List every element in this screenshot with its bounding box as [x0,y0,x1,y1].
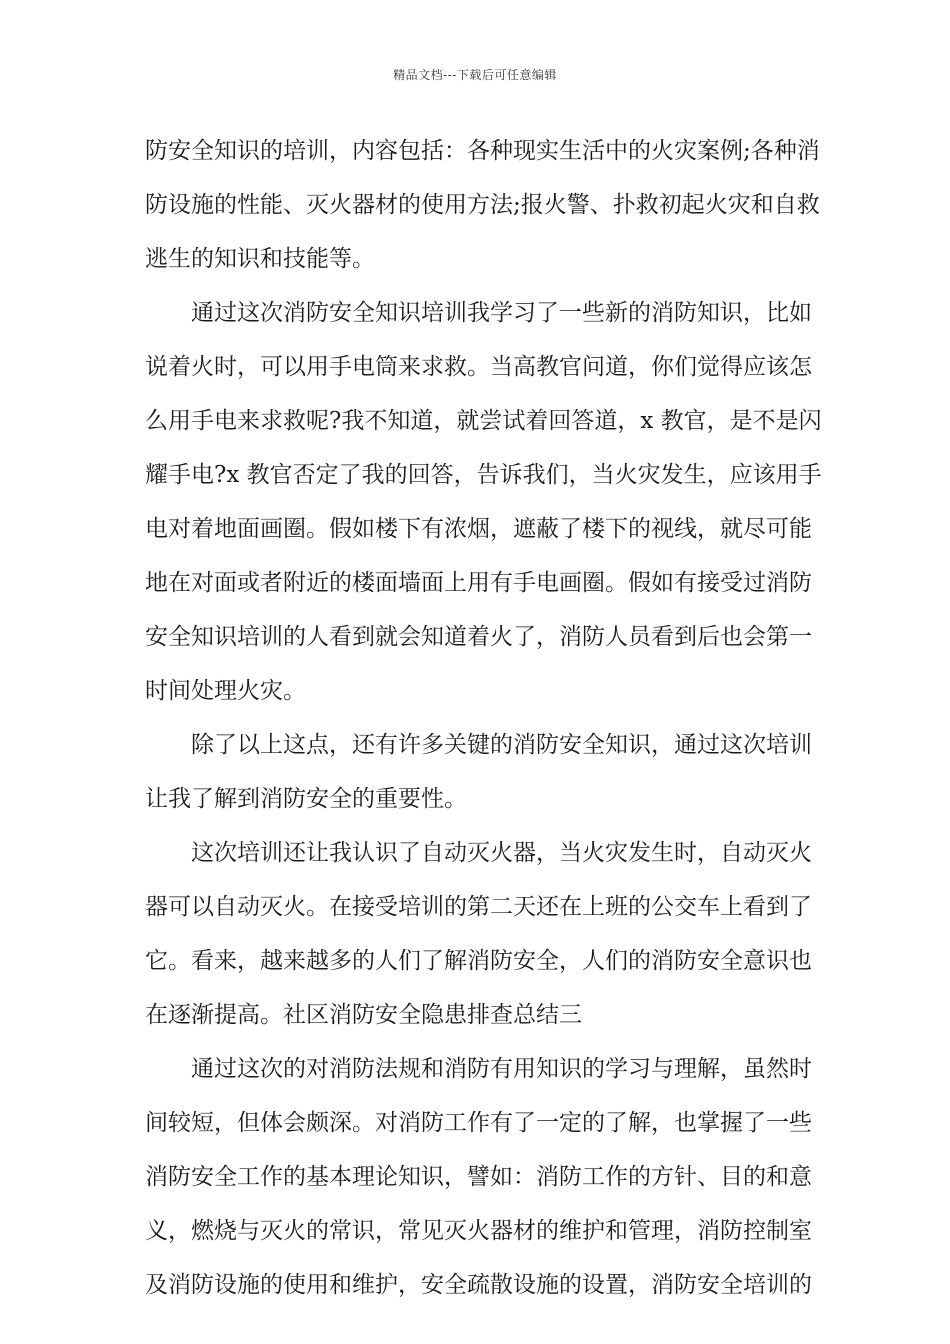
text-line: 及消防设施的使用和维护，安全疏散设施的设置，消防安全培训的 [145,1272,812,1298]
text-line: 间较短，但体会颇深。对消防工作有了一定的了解，也掌握了一些 [145,1110,812,1136]
paragraph-first-line: 这次培训还让我认识了自动灭火器，当火灾发生时，自动灭火 [191,840,812,866]
text-line: 电对着地面画圈。假如楼下有浓烟，遮蔽了楼下的视线，就尽可能 [145,516,812,542]
text-line: 义，燃烧与灭火的常识，常见灭火器材的维护和管理，消防控制室 [145,1218,812,1244]
paragraph-first-line: 通过这次消防安全知识培训我学习了一些新的消防知识，比如 [191,300,812,326]
text-line: 么用手电来求救呢?我不知道，就尝试着回答道，x 教官，是不是闪 [145,408,822,434]
page-header: 精品文档---下载后可任意编辑 [393,68,557,82]
document-body [145,124,822,1312]
paragraph-first-line: 除了以上这点，还有许多关键的消防安全知识，通过这次培训 [191,732,812,758]
text-line: 防安全知识的培训，内容包括：各种现实生活中的火灾案例;各种消 [145,138,820,164]
text-line: 说着火时，可以用手电筒来求救。当高教官问道，你们觉得应该怎 [145,354,812,380]
text-line: 防设施的性能、灭火器材的使用方法;报火警、扑救初起火灾和自救 [145,192,820,218]
text-line: 消防安全工作的基本理论知识，譬如：消防工作的方针、目的和意 [145,1164,812,1190]
text-line: 逃生的知识和技能等。 [145,246,375,272]
text-line: 它。看来，越来越多的人们了解消防安全，人们的消防安全意识也 [145,948,812,974]
text-line: 耀手电?x 教官否定了我的回答，告诉我们，当火灾发生，应该用手 [145,462,822,488]
text-line: 地在对面或者附近的楼面墙面上用有手电画圈。假如有接受过消防 [145,570,812,596]
text-line: 在逐渐提高。社区消防安全隐患排查总结三 [145,1002,582,1028]
text-line: 安全知识培训的人看到就会知道着火了，消防人员看到后也会第一 [145,624,812,650]
text-line: 时间处理火灾。 [145,678,306,704]
text-line: 让我了解到消防安全的重要性。 [145,786,467,812]
paragraph-first-line: 通过这次的对消防法规和消防有用知识的学习与理解，虽然时 [191,1056,812,1082]
text-line: 器可以自动灭火。在接受培训的第二天还在上班的公交车上看到了 [145,894,812,920]
